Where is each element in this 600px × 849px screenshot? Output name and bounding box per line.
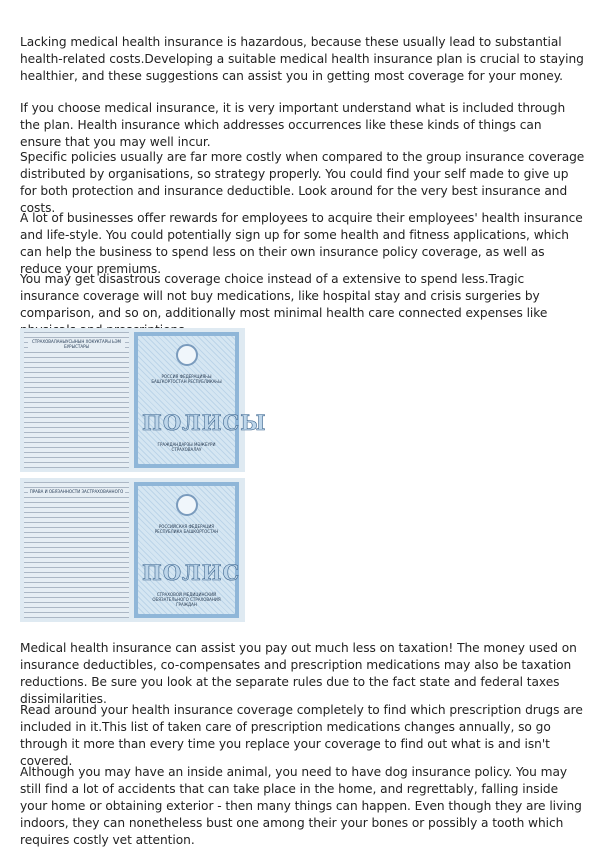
policy-title: ПОЛИСЫ — [142, 410, 267, 435]
paragraph-disastrous-coverage: You may get disastrous coverage choice instead of a extensive to spend less.Tragic insurance coverage will not buy medications, like hospital stay and crisis surgeries by comparison, and so on, additionally most minimal health care connected expenses like — [20, 272, 548, 320]
rights-heading: СТРАХОВАЛАНЫУСЫНЫН ХОКУКТАРЫ ЬЭМ БУРЫСТАРЫ — [28, 338, 125, 350]
paragraph-specific-policies: Specific policies usually are far more costly when compared to the group insurance coverage distributed by organisations, so strategy properly. You could find your self made to give up for both protection and insurance deductible. Look around for the very best insurance and costs. — [20, 150, 585, 215]
policy-cover-russian — [134, 482, 239, 618]
paragraph-prescriptions: Read around your health insurance coverage completely to find which prescription drugs are included in it.This list of taken care of prescription medications changes annually, so go through it more than every time you replace your coverage to find out what is and isn't covered. — [20, 703, 583, 768]
policy-document-tatar — [20, 328, 267, 472]
emblem-icon — [176, 344, 198, 366]
paragraph-pet-insurance: Although you may have an inside animal, you need to have dog insurance policy. You may still find a lot of accidents that can take place in the home, and regrettably, falling inside your home or obtaining exterior - then many things can happen. Even though they are living indoors, they can nonetheless bust one among their your bones or possibly a tooth which requires costly vet attention. — [20, 765, 582, 847]
policy-subtitle: ГРАЖДАНДАРЗЫ МӘЖБҮРИ СТРАХОВАЛАУ — [157, 442, 216, 452]
paragraph-taxation: Medical health insurance can assist you pay out much less on taxation! The money used on insurance deductibles, co-compensates and prescription medications may also be taxation reductions. Be sure you look at the separate rules due to the fact state and federal taxes dissimilarities. — [20, 641, 577, 706]
obligations-page — [24, 482, 129, 618]
policy-cover — [134, 332, 267, 468]
country-lines-russian: РОССИЙСКАЯ ФЕДЕРАЦИЯ РЕСПУБЛИКА БАШКОРТОСТАН — [154, 524, 219, 534]
policy-document-russian — [20, 478, 245, 622]
insurance-policy-image — [20, 328, 267, 628]
obligations-heading: ПРАВА И ОБЯЗАННОСТИ ЗАСТРАХОВАННОГО — [29, 489, 124, 494]
emblem-icon — [176, 494, 198, 516]
rights-page — [24, 332, 129, 468]
paragraph-employee-rewards: A lot of businesses offer rewards for employees to acquire their employees' health insurance and life-style. You could potentially sign up for some health and fitness applications, which can help the business to spend less on their own insurance policy coverage, as well as reduce your premiums. — [20, 211, 583, 276]
paragraph-coverage-details: If you choose medical insurance, it is very important understand what is included through the plan. Health insurance which addresses occurrences like these kinds of things can ensure that you may well incur. — [20, 101, 566, 149]
paragraph-intro: Lacking medical health insurance is hazardous, because these usually lead to substantial health-related costs.Developing a suitable medical health insurance plan is crucial to staying healthier, and these suggestions can assist you in getting most coverage for your money. — [20, 35, 584, 83]
policy-title-russian: ПОЛИС — [142, 560, 241, 585]
country-lines: РОССИЯ ФЕДЕРАЦИЯҺЫ БАШҠОРТОСТАН РЕСПУБЛИКАҺЫ — [151, 374, 222, 384]
policy-subtitle-russian: СТРАХОВОЙ МЕДИЦИНСКИЙ ОБЯЗАТЕЛЬНОГО СТРАХОВАНИЯ ГРАЖДАН — [152, 592, 221, 607]
